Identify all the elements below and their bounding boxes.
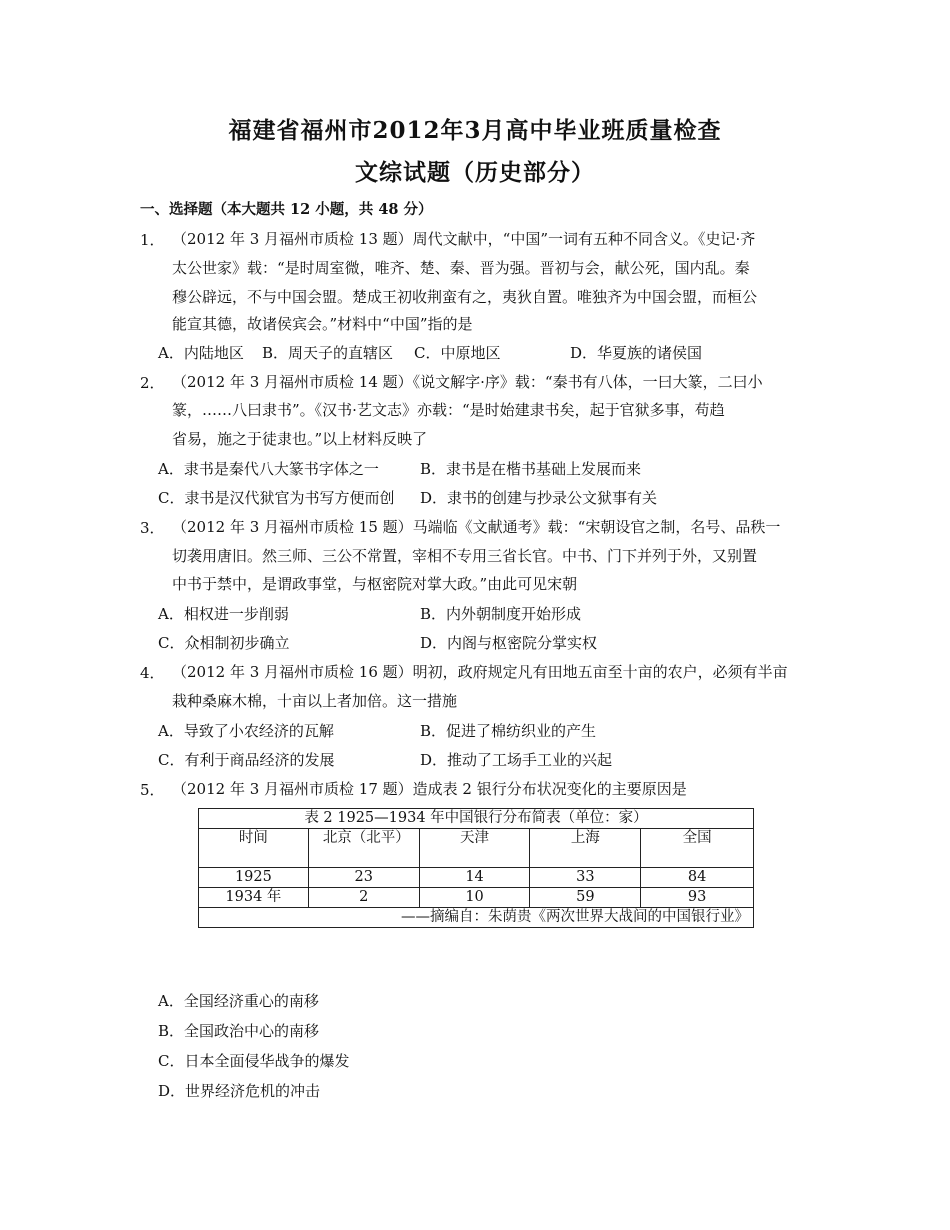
question-text-line: 切袭用唐旧。然三师、三公不常置，宰相不专用三省长官。中书、门下并列于外，又别置 [172,547,758,565]
option-a: A．隶书是秦代八大篆书字体之一 [158,460,379,478]
option-b: B．周天子的直辖区 [262,344,394,362]
question-text-line: （2012 年 3 月福州市质检 15 题）马端临《文献通考》载：“宋朝设官之制，名号、品秩一 [172,518,781,536]
table-cell: 10 [419,888,530,908]
table-row [199,868,754,888]
option-a: A．导致了小农经济的瓦解 [158,722,334,740]
option-d: D．内阁与枢密院分掌实权 [420,634,598,652]
question-text-line: 穆公辟远，不与中国会盟。楚成王初收荆蛮有之，夷狄自置。唯独齐为中国会盟，而桓公 [172,288,758,306]
option-b: B．内外朝制度开始形成 [420,605,582,623]
question-text-line: 太公世家》载：“是时周室微，唯齐、楚、秦、晋为强。晋初与会，献公死，国内乱。秦 [172,259,750,277]
option-d: D．华夏族的诸侯国 [570,344,703,362]
option-a: A．全国经济重心的南移 [158,992,319,1010]
table-header-cell: 全国 [641,829,754,868]
table-cell: 33 [530,868,641,888]
table-cell: 2 [308,888,419,908]
table-header-row [199,829,754,868]
question-text-line: （2012 年 3 月福州市质检 16 题）明初，政府规定凡有田地五亩至十亩的农户，必须有半亩 [172,663,788,681]
option-c: C．中原地区 [414,344,501,362]
question-number: 4． [140,664,165,682]
question-text-line: 中书于禁中，是谓政事堂，与枢密院对掌大政。”由此可见宋朝 [172,575,578,593]
question-number: 2． [140,374,165,392]
table-cell: 84 [641,868,754,888]
table-row [199,888,754,908]
page-title: 福建省福州市2012年3月高中毕业班质量检查 [228,117,722,144]
option-c: C．隶书是汉代狱官为书写方便而创 [158,489,395,507]
table-header-cell: 上海 [530,829,641,868]
question-text-line: 省易，施之于徒隶也。”以上材料反映了 [172,430,428,448]
option-d: D．推动了工场手工业的兴起 [420,751,613,769]
table-cell: 14 [419,868,530,888]
option-a: A．内陆地区 [158,344,244,362]
table-header-cell: 时间 [199,829,309,868]
table-cell: 1934 年 [199,888,309,908]
question-number: 3． [140,519,165,537]
question-number: 5． [140,781,165,799]
table-header-cell: 北京（北平） [308,829,419,868]
table-cell: 23 [308,868,419,888]
question-text-line: （2012 年 3 月福州市质检 13 题）周代文献中，“中国”一词有五种不同含义。《史记·齐 [172,230,756,248]
table-source: ——摘编自：朱荫贵《两次世界大战间的中国银行业》 [199,908,754,928]
option-a: A．相权进一步削弱 [158,605,289,623]
table-header-cell: 天津 [419,829,530,868]
option-c: C．日本全面侵华战争的爆发 [158,1052,350,1070]
option-c: C．有利于商品经济的发展 [158,751,335,769]
option-d: D．世界经济危机的冲击 [158,1082,321,1100]
page-subtitle: 文综试题（历史部分） [355,159,595,186]
question-text-line: （2012 年 3 月福州市质检 17 题）造成表 2 银行分布状况变化的主要原因是 [172,780,687,798]
section-heading: 一、选择题（本大题共 12 小题，共 48 分） [140,201,433,218]
question-text-line: （2012 年 3 月福州市质检 14 题）《说文解字·序》载：“秦书有八体，一曰大篆，二曰小 [172,373,763,391]
table-cell: 1925 [199,868,309,888]
question-text-line: 栽种桑麻木棉，十亩以上者加倍。这一措施 [172,692,458,710]
table-source-row [199,908,754,928]
table-caption-row [199,809,754,829]
question-text-line: 能宣其德，故诸侯宾会。”材料中“中国”指的是 [172,315,473,333]
table-caption: 表 2 1925—1934 年中国银行分布简表（单位：家） [199,809,754,829]
question-text-line: 篆，……八曰隶书”。《汉书·艺文志》亦载：“是时始建隶书矣，起于官狱多事，苟趋 [172,401,725,419]
option-c: C．众相制初步确立 [158,634,290,652]
option-b: B．隶书是在楷书基础上发展而来 [420,460,642,478]
question-number: 1． [140,231,165,249]
option-b: B．促进了棉纺织业的产生 [420,722,597,740]
table-cell: 59 [530,888,641,908]
table-cell: 93 [641,888,754,908]
option-b: B．全国政治中心的南移 [158,1022,320,1040]
bank-distribution-table [198,808,754,928]
option-d: D．隶书的创建与抄录公文狱事有关 [420,489,658,507]
